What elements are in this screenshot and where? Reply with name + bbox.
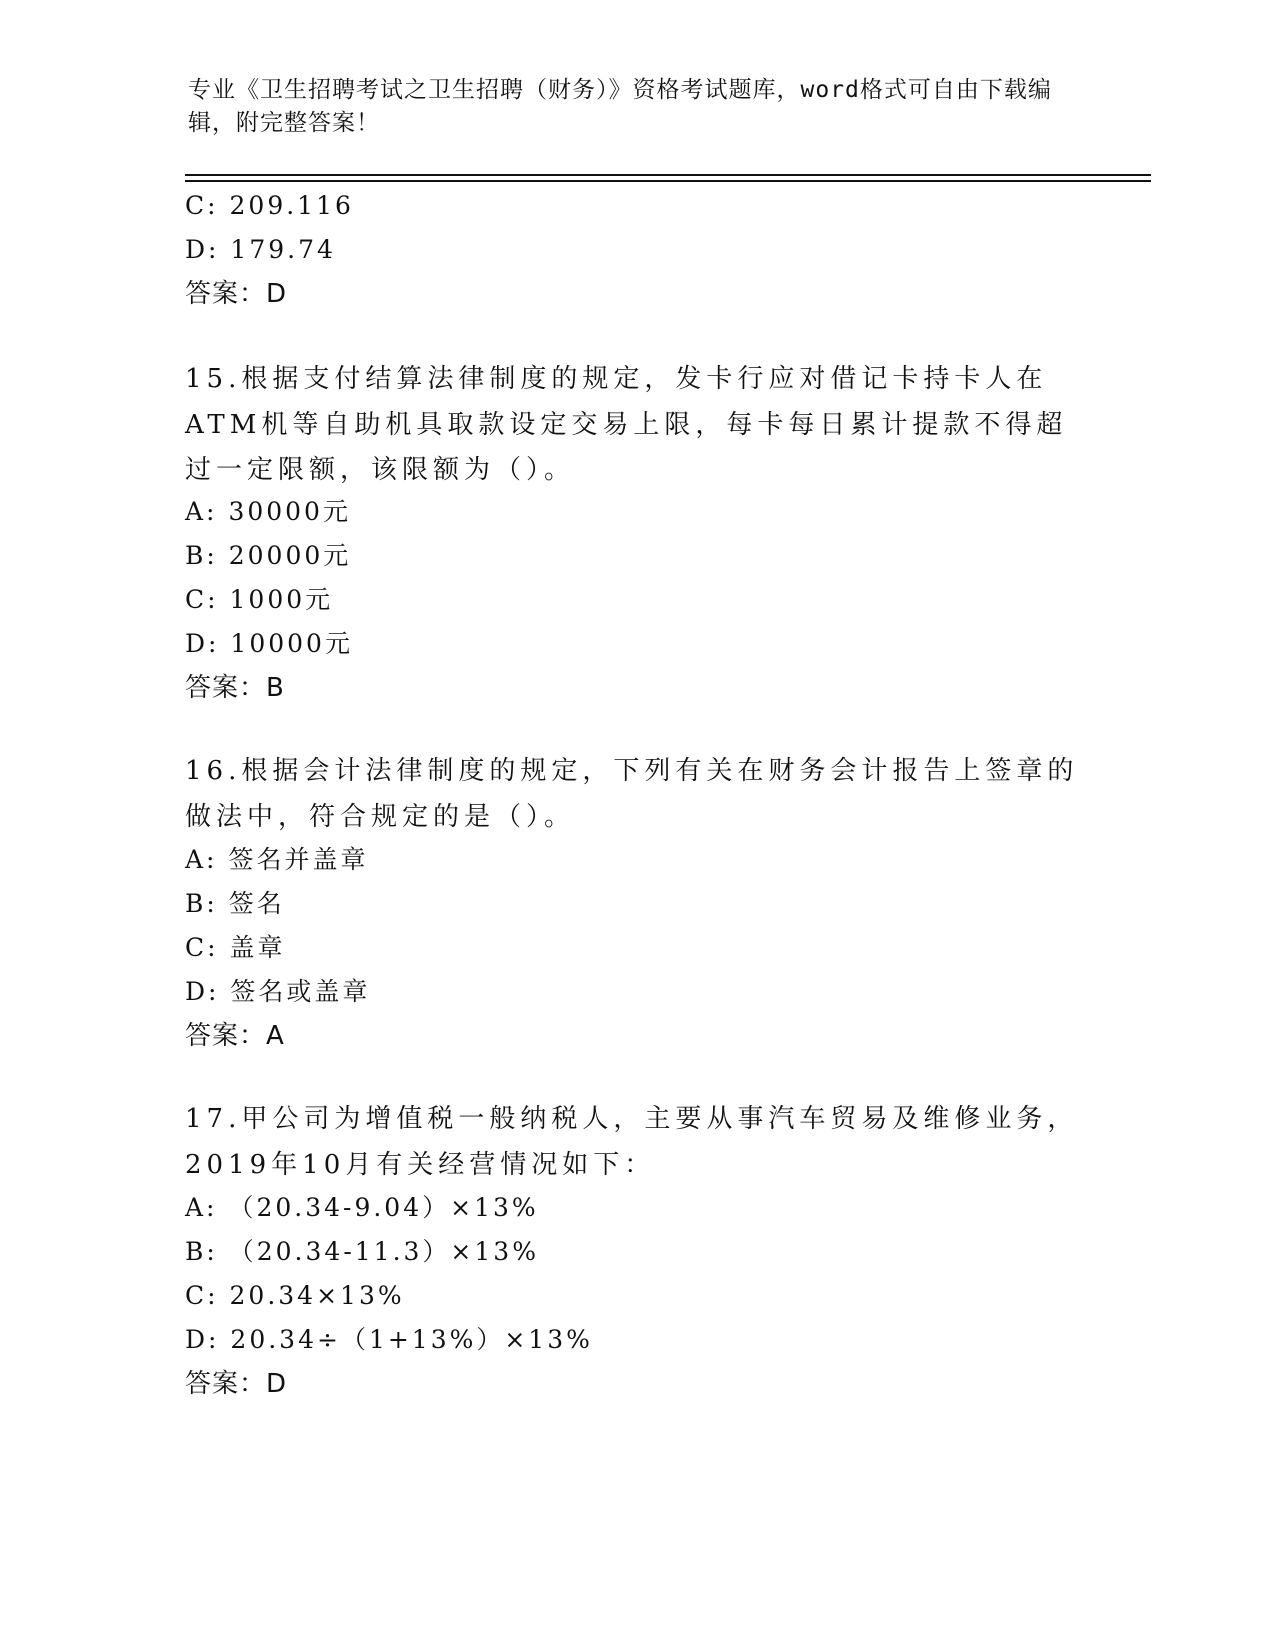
question-16: 16.根据会计法律制度的规定，下列有关在财务会计报告上签章的做法中，符合规定的是（）。 <box>185 756 1079 832</box>
answer-line: 答案：B <box>185 673 285 703</box>
option-label: C: <box>185 933 219 962</box>
option-text: 30000元 <box>228 497 351 526</box>
option-c <box>185 585 333 615</box>
option-text: 签名 <box>228 889 285 918</box>
option-label: D: <box>185 235 220 264</box>
option-label: D: <box>185 1325 220 1354</box>
option-text: 20000元 <box>228 541 352 570</box>
option-text: 179.74 <box>230 235 336 264</box>
option-label: C: <box>185 191 219 220</box>
option-d <box>185 977 370 1007</box>
header-rule-bottom <box>185 180 1151 182</box>
option-a <box>185 1193 539 1223</box>
answer-line: 答案：D <box>185 279 288 309</box>
option-label: C: <box>185 1281 219 1310</box>
option-label: A: <box>185 845 218 874</box>
option-text: （20.34-11.3）×13% <box>228 1237 539 1266</box>
question-17: 17.甲公司为增值税一般纳税人，主要从事汽车贸易及维修业务，2019年10月有关经营情况如下： <box>185 1104 1079 1180</box>
option-label: B: <box>185 889 218 918</box>
option-label: A: <box>185 497 218 526</box>
option-label: D: <box>185 629 220 658</box>
option-label: A: <box>185 1193 218 1222</box>
option-c <box>185 1281 405 1311</box>
option-c <box>185 933 286 963</box>
option-label: B: <box>185 541 218 570</box>
answer-line: 答案：D <box>185 1369 288 1399</box>
option-b <box>185 541 351 571</box>
option-text: 盖章 <box>229 933 286 962</box>
document-header: 专业《卫生招聘考试之卫生招聘（财务）》资格考试题库，word格式可自由下载编辑，附完整答案！ <box>188 77 1052 136</box>
option-text: 20.34÷（1+13%）×13% <box>230 1325 593 1354</box>
answer-line: 答案：A <box>185 1021 285 1051</box>
option-text: （20.34-9.04）×13% <box>228 1193 539 1222</box>
question-15: 15.根据支付结算法律制度的规定，发卡行应对借记卡持卡人在ATM机等自助机具取款设定交易上限，每卡每日累计提款不得超过一定限额，该限额为（）。 <box>185 364 1068 485</box>
option-d <box>185 629 353 659</box>
option-b <box>185 1237 539 1267</box>
option-text: 1000元 <box>229 585 334 614</box>
option-text: 20.34×13% <box>229 1281 405 1310</box>
option-d <box>185 1325 593 1355</box>
option-label: D: <box>185 977 220 1006</box>
option-b <box>185 889 285 919</box>
option-label: B: <box>185 1237 218 1266</box>
option-text: 10000元 <box>230 629 353 658</box>
option-label: C: <box>185 585 219 614</box>
option-d <box>185 235 336 265</box>
header-rule-top <box>185 174 1151 176</box>
option-text: 209.116 <box>229 191 354 220</box>
option-text: 签名并盖章 <box>228 845 369 874</box>
option-a <box>185 845 368 875</box>
option-a <box>185 497 351 527</box>
option-text: 签名或盖章 <box>230 977 371 1006</box>
option-c <box>185 191 354 221</box>
